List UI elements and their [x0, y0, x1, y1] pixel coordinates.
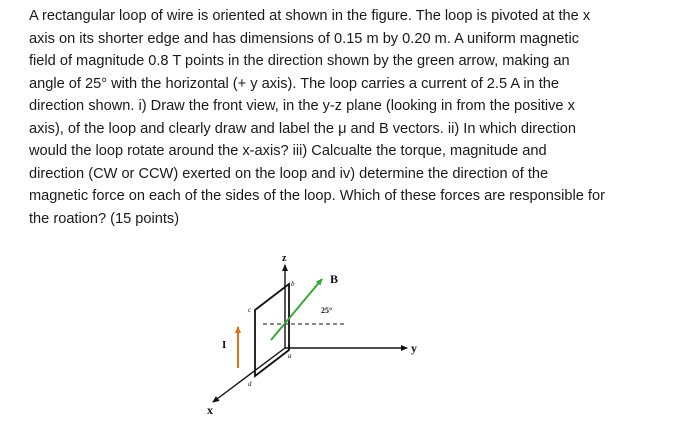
field-arrow [271, 279, 322, 340]
problem-line: the roation? (15 points) [29, 210, 180, 227]
y-axis-label: y [411, 341, 417, 355]
problem-line: field of magnitude 0.8 T points in the direction shown by the green arrow, making an [29, 53, 570, 69]
problem-line: direction shown. i) Draw the front view, in the y-z plane (looking in from the positive x [29, 98, 575, 114]
corner-label-b: b [291, 280, 295, 288]
problem-text [29, 5, 679, 230]
current-label: I [222, 339, 227, 351]
wire-loop [255, 284, 289, 376]
corner-label-a: a [288, 352, 292, 360]
problem-line: would the loop rotate around the x-axis? iii) Calcualte the torque, magnitude and [29, 143, 547, 159]
x-axis [213, 348, 285, 402]
problem-line: axis on its shorter edge and has dimensions of 0.15 m by 0.20 m. A uniform magnetic [29, 30, 579, 47]
z-axis-label: z [282, 253, 287, 264]
loop-diagram [195, 245, 425, 430]
problem-line: magnetic force on each of the sides of the loop. Which of these forces are responsible for [29, 188, 605, 204]
problem-line: A rectangular loop of wire is oriented at shown in the figure. The loop is pivoted at the x [29, 8, 591, 24]
x-axis-label: x [207, 403, 213, 417]
field-label: B [330, 272, 339, 286]
problem-line: angle of 25° with the horizontal (+ y axis). The loop carries a current of 2.5 A in the [29, 75, 560, 92]
loop-figure [195, 245, 425, 430]
problem-line: axis), of the loop and clearly draw and label the μ and B vectors. ii) In which direction [29, 120, 577, 137]
corner-label-c: c [248, 306, 252, 314]
angle-label: 25° [321, 306, 333, 315]
problem-line: direction (CW or CCW) exerted on the loop and iv) determine the direction of the [29, 165, 549, 182]
corner-label-d: d [248, 380, 252, 388]
